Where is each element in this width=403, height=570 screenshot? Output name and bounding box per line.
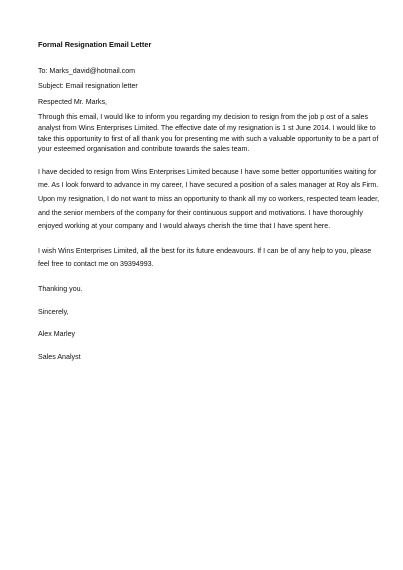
subject-line: Subject: Email resignation letter [38,82,138,91]
paragraph-line: I wish Wins Enterprises Limited, all the best for its future endeavours. If I can be of any help to you, please [38,246,372,255]
thanks-line: Thanking you. [38,284,83,293]
signer-name: Alex Marley [38,330,76,339]
paragraph-line: I have decided to resign from Wins Enterprises Limited because I have some better opportunities waiting for [38,167,377,176]
letter-body [38,40,380,362]
recipient-line: To: Marks_david@hotmail.com [38,66,136,75]
paragraph-line: Through this email, I would like to inform you regarding my decision to resign from the job p ost of a sales [38,113,369,122]
paragraph-resignation-notice [38,112,379,154]
paragraph-line: take this opportunity to first of all thank you for presenting me with such a valuable opportunity to be a part of [38,134,379,143]
letter-title: Formal Resignation Email Letter [38,40,152,49]
paragraph-line: me. As I look forward to advance in my career, I have secured a position of a sales manager at Roy als Firm. [38,181,379,190]
signer-position: Sales Analyst [38,352,81,361]
closing-line: Sincerely, [38,307,69,316]
greeting: Respected Mr. Marks, [38,97,107,106]
paragraph-wishes [38,245,372,272]
paragraph-line: Upon my resignation, I do not want to miss an opportunity to thank all my co workers, respected team leader, [38,194,380,203]
paragraph-line: enjoyed working at your company and I would always cherish the time that I have spent here. [38,222,331,231]
paragraph-line: your esteemed organisation and contribute towards the sales team. [38,145,250,154]
paragraph-line: analyst from Wins Enterprises Limited. The effective date of my resignation is 1 st June 2014. I would like to [38,123,376,132]
paragraph-line: feel free to contact me on 39394993. [38,260,154,269]
paragraph-reasons [38,166,380,234]
paragraph-line: and the senior members of the company for their continuous support and motivations. I have thoroughly [38,208,363,217]
